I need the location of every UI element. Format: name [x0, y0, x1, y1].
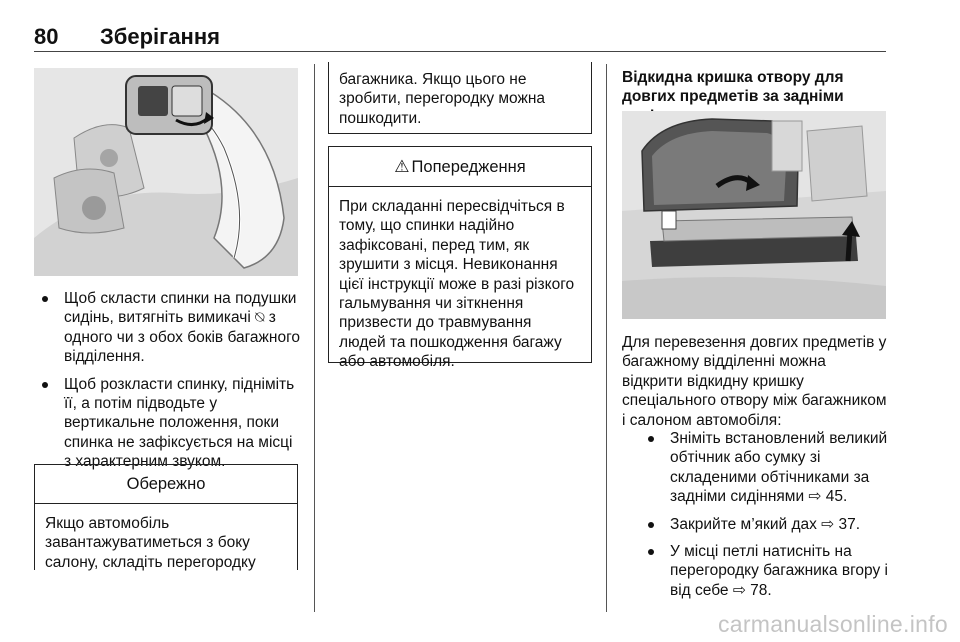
page-title: Зберігання — [100, 24, 220, 49]
pass-through-illustration — [622, 111, 886, 319]
caution-box-continued — [328, 62, 592, 134]
hatch-instructions — [640, 429, 890, 608]
caution-body: Якщо автомобіль завантажуватиметься з боку салону, складіть перегородку — [45, 515, 256, 571]
list-item: У місці петлі натисніть на перегородку багажника вгору і від себе ⇨ 78. — [640, 542, 890, 600]
warning-title: Попередження — [411, 158, 526, 176]
page-header — [34, 18, 886, 52]
caution-body-continued: багажника. Якщо цього не зробити, перегородку можна пошкодити. — [339, 71, 546, 127]
watermark: carmanualsonline.info — [717, 611, 948, 637]
section-heading: Відкидна кришка отвору для довгих предметів за задніми — [622, 69, 844, 106]
warning-body: При складанні пересвідчіться в тому, що спинки надійно зафіксовані, перед тим, як зрушити з місця. Невиконання цієї інструкції може в разі різкого гальмування чи зіткнення призвести до травмування людей та пошкодження багажу або автомобіля. — [339, 198, 575, 371]
column-separator — [314, 64, 315, 612]
list-item: Щоб розкласти спинку, підніміть її, а потім підводьте у вертикальне положення, поки спинка не зафіксується на місці з характерним звуком. — [34, 375, 302, 472]
right-intro-text: Для перевезення довгих предметів у багажному відділенні можна відкрити відкидну кришку спеціального отвору між багажником і салоном автомобіля: — [622, 334, 887, 429]
warning-triangle-icon: ⚠ — [394, 157, 410, 176]
trunk-release-drawing — [34, 68, 298, 276]
list-item: Закрийте м’який дах ⇨ 37. — [640, 515, 890, 534]
list-item: Зніміть встановлений великий обтічник або сумку зі складеними обтічниками за задніми сидіннями ⇨ 45. — [640, 429, 890, 507]
caution-box — [34, 464, 298, 570]
caution-title: Обережно — [35, 465, 297, 504]
warning-box — [328, 146, 592, 371]
header-rule — [34, 51, 886, 52]
column-separator — [606, 64, 607, 612]
list-item: Щоб скласти спинки на подушки сидінь, витягніть вимикачі ⍉ з одного чи з обох боків багажного відділення. — [34, 289, 302, 367]
trunk-release-illustration — [34, 68, 298, 276]
warning-header — [329, 147, 591, 187]
pass-through-drawing — [622, 111, 886, 319]
page-number: 80 — [34, 24, 59, 49]
seat-fold-instructions — [34, 289, 302, 480]
